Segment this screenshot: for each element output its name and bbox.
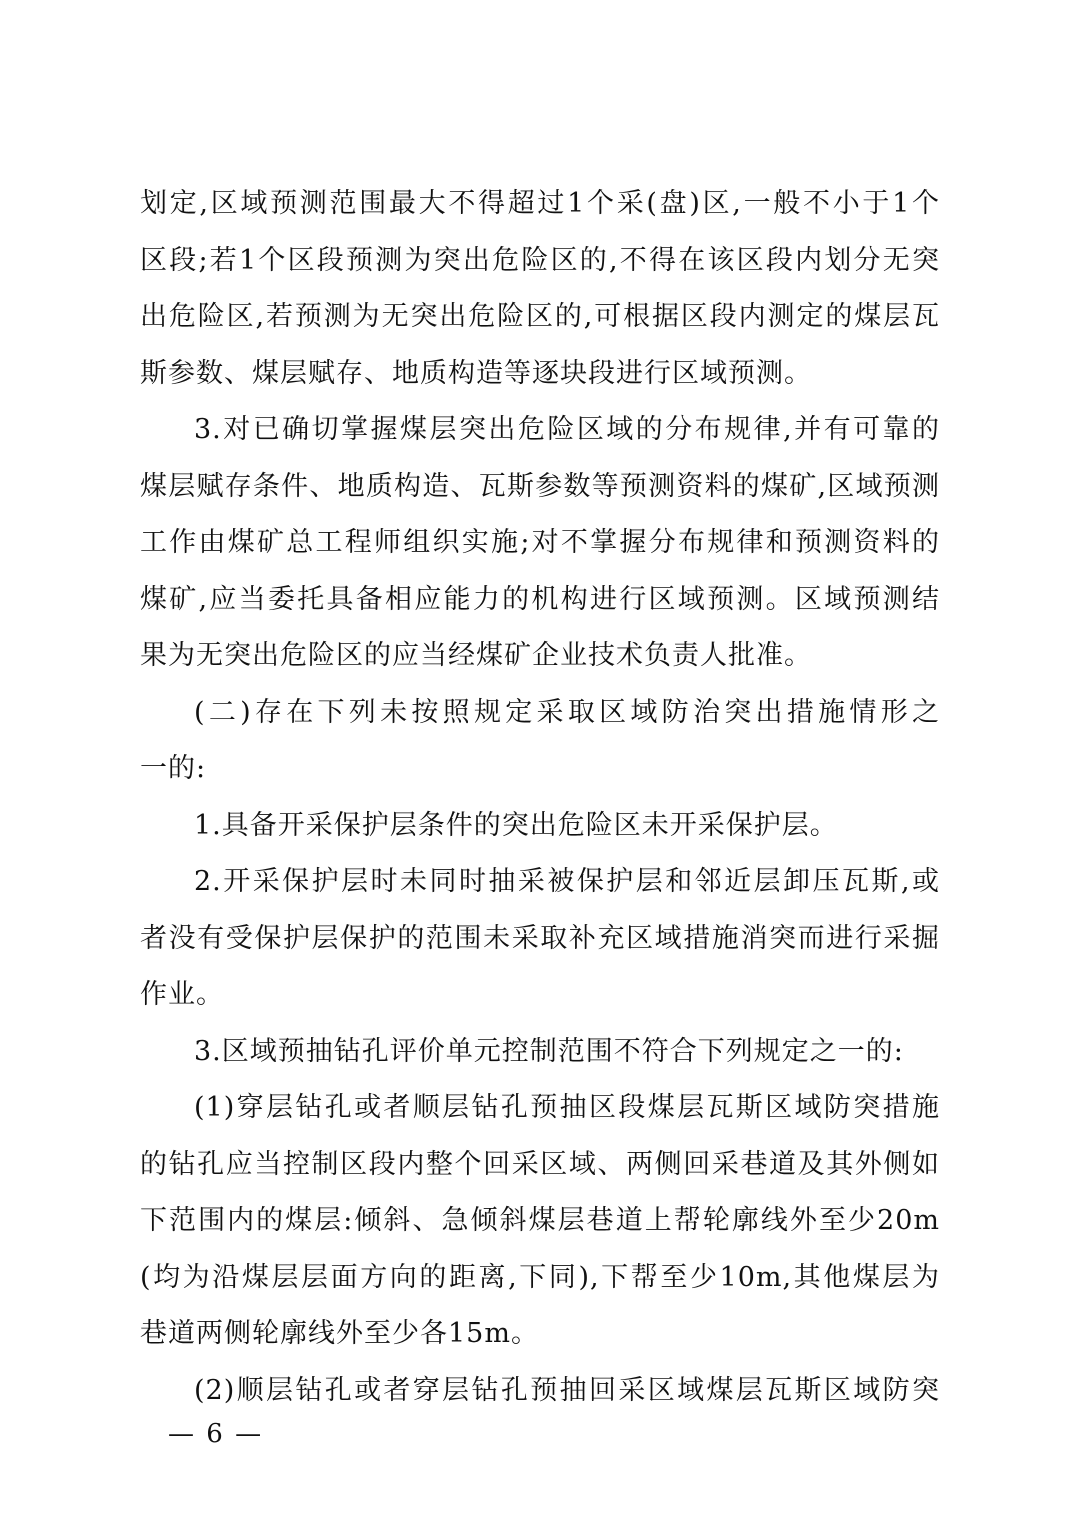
text-line: (均为沿煤层层面方向的距离,下同),下帮至少10m,其他煤层为 (140, 1261, 940, 1293)
text-line: 出危险区,若预测为无突出危险区的,可根据区段内测定的煤层瓦 (140, 301, 940, 332)
text-line: 果为无突出危险区的应当经煤矿企业技术负责人批准。 (140, 640, 812, 671)
text-line: 工作由煤矿总工程师组织实施;对不掌握分布规律和预测资料的 (140, 527, 940, 558)
document-body (140, 176, 940, 1419)
text-line: 的钻孔应当控制区段内整个回采区域、两侧回采巷道及其外侧如 (140, 1148, 940, 1180)
text-line: 3.区域预抽钻孔评价单元控制范围不符合下列规定之一的: (194, 1035, 904, 1067)
text-line: 煤矿,应当委托具备相应能力的机构进行区域预测。区域预测结 (140, 583, 940, 615)
text-line: 区段;若1个区段预测为突出危险区的,不得在该区段内划分无突 (140, 244, 940, 276)
text-line: 1.具备开采保护层条件的突出危险区未开采保护层。 (194, 809, 838, 841)
text-line: (1)穿层钻孔或者顺层钻孔预抽区段煤层瓦斯区域防突措施 (194, 1092, 940, 1123)
text-line: 划定,区域预测范围最大不得超过1个采(盘)区,一般不小于1个 (140, 188, 940, 219)
text-line: (二)存在下列未按照规定采取区域防治突出措施情形之 (194, 696, 940, 728)
text-line: 3.对已确切掌握煤层突出危险区域的分布规律,并有可靠的 (194, 414, 940, 445)
page-number: — 6 — (168, 1419, 264, 1449)
text-line: 2.开采保护层时未同时抽采被保护层和邻近层卸压瓦斯,或 (194, 866, 940, 897)
text-line: (2)顺层钻孔或者穿层钻孔预抽回采区域煤层瓦斯区域防突 (194, 1374, 940, 1406)
text-line: 斯参数、煤层赋存、地质构造等逐块段进行区域预测。 (140, 357, 812, 389)
text-line: 一的: (140, 753, 207, 784)
text-line: 巷道两侧轮廓线外至少各15m。 (140, 1318, 539, 1349)
text-line: 下范围内的煤层:倾斜、急倾斜煤层巷道上帮轮廓线外至少20m (140, 1205, 940, 1236)
text-line: 作业。 (140, 979, 224, 1010)
text-line: 煤层赋存条件、地质构造、瓦斯参数等预测资料的煤矿,区域预测 (140, 470, 940, 502)
text-line: 者没有受保护层保护的范围未采取补充区域措施消突而进行采掘 (140, 922, 940, 954)
